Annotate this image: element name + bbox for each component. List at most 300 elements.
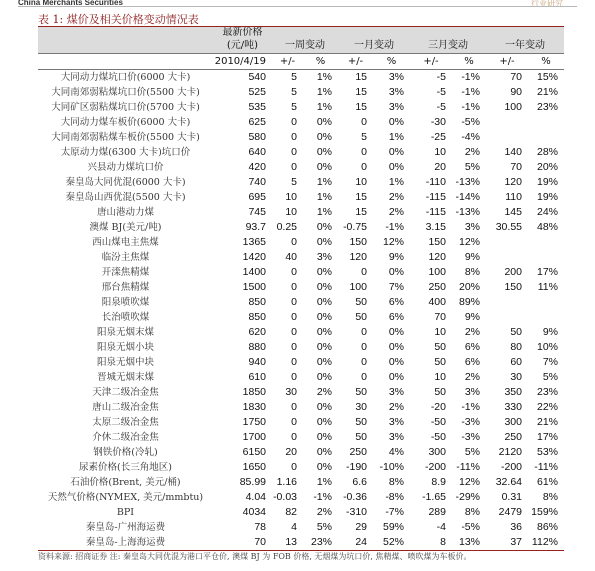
row-value: 620: [248, 326, 266, 338]
table-row: [38, 250, 564, 265]
row-value: 1%: [388, 131, 404, 143]
header-pm-1w: +/-: [272, 54, 303, 70]
row-value: 0%: [316, 446, 332, 458]
row-value: 23%: [536, 101, 558, 113]
row-value: 4%: [388, 446, 404, 458]
coal-price-table: [38, 27, 564, 551]
header-date: 2010/4/19: [213, 54, 272, 70]
header-row-1: [38, 27, 564, 39]
row-value: 150: [428, 236, 446, 248]
row-value: 6150: [242, 446, 266, 458]
row-value: 140: [504, 146, 522, 158]
row-value: 850: [248, 311, 266, 323]
table-row: [38, 385, 564, 400]
row-value: 110: [505, 191, 522, 203]
row-value: 0%: [388, 341, 404, 353]
table-row: [38, 535, 564, 551]
row-value: 12%: [382, 236, 404, 248]
row-value: 0%: [316, 296, 332, 308]
row-value: -13%: [455, 206, 480, 218]
row-value: 0%: [388, 371, 404, 383]
row-value: 13: [272, 535, 303, 551]
row-label: 尿素价格(长三角地区): [79, 462, 172, 473]
row-value: 695: [248, 191, 266, 203]
row-value: 17%: [536, 266, 558, 278]
row-value: 0: [291, 311, 297, 323]
row-value: 1420: [242, 251, 266, 263]
row-value: -50: [430, 431, 446, 443]
row-value: 0: [291, 236, 297, 248]
table-row: [38, 340, 564, 355]
row-value: 19%: [536, 191, 558, 203]
row-value: 0: [291, 266, 297, 278]
row-value: 0: [361, 116, 367, 128]
row-value: -5%: [461, 116, 480, 128]
header-1w: 一周变动: [272, 39, 338, 54]
row-label: 秦皇岛-广州海运费: [85, 522, 166, 533]
row-value: 7%: [542, 356, 558, 368]
row-value: [528, 295, 564, 310]
row-label: 秦皇岛大同优混(6000 大卡): [65, 177, 186, 188]
row-value: [528, 310, 564, 325]
row-value: 30: [355, 401, 367, 413]
row-value: 330: [504, 401, 522, 413]
row-value: 50: [355, 416, 367, 428]
row-value: 5: [291, 86, 297, 98]
row-value: 2120: [498, 446, 522, 458]
row-value: 0: [291, 161, 297, 173]
row-value: 0: [291, 431, 297, 443]
table-row: [38, 295, 564, 310]
row-value: 6%: [464, 341, 480, 353]
row-value: 0%: [316, 341, 332, 353]
row-value: 15: [355, 86, 367, 98]
row-value: 0%: [316, 221, 332, 233]
row-value: -200: [424, 461, 446, 473]
row-value: -115: [425, 206, 446, 218]
table-row: [38, 220, 564, 235]
row-value: 6%: [464, 356, 480, 368]
row-label: 太原二级冶金焦: [92, 417, 159, 428]
row-value: 580: [248, 131, 266, 143]
row-value: 11%: [537, 281, 558, 293]
row-value: 6%: [388, 296, 404, 308]
table-row: [38, 445, 564, 460]
row-value: 70: [434, 311, 446, 323]
row-value: 30: [285, 386, 297, 398]
row-value: 0%: [388, 266, 404, 278]
row-label: 阳泉无烟小块: [96, 342, 154, 353]
row-value: 250: [349, 446, 367, 458]
header-pct-1w: %: [303, 54, 338, 70]
row-value: -1.65: [422, 491, 446, 503]
row-value: 59%: [382, 521, 404, 533]
row-value: 90: [510, 86, 522, 98]
row-value: 0%: [388, 146, 404, 158]
row-value: 9%: [388, 251, 404, 263]
row-value: 350: [504, 386, 522, 398]
row-value: 0%: [316, 266, 332, 278]
row-value: 5%: [464, 446, 480, 458]
row-value: 70: [510, 161, 522, 173]
row-value: 0: [291, 281, 297, 293]
row-value: 21%: [536, 416, 558, 428]
row-value: 940: [248, 356, 266, 368]
table-row: [38, 505, 564, 520]
row-value: 0: [291, 416, 297, 428]
row-value: 0: [291, 326, 297, 338]
row-value: 5: [361, 131, 367, 143]
row-value: 3%: [388, 431, 404, 443]
row-label: 大同南郊弱粘煤坑口价(5500 大卡): [51, 87, 200, 98]
row-value: -11%: [534, 461, 558, 473]
row-value: 80: [510, 341, 522, 353]
row-value: 535: [248, 101, 266, 113]
row-value: 200: [504, 266, 522, 278]
row-value: 1%: [316, 101, 332, 113]
row-value: 10: [434, 371, 446, 383]
row-value: 100: [428, 266, 446, 278]
row-label: 大同矿区弱粘煤坑口价(5700 大卡): [51, 102, 200, 113]
header-row-3: [38, 54, 564, 70]
row-value: 5: [291, 71, 297, 83]
row-value: 1%: [316, 191, 332, 203]
row-value: 10: [434, 146, 446, 158]
header-pm-3m: +/-: [410, 54, 452, 70]
row-value: 5%: [316, 521, 332, 533]
table-body: [38, 70, 564, 551]
row-value: -4: [436, 521, 446, 533]
row-label: 钢铁价格(冷轧): [93, 447, 158, 458]
row-value: 12%: [458, 236, 480, 248]
table-row: [38, 265, 564, 280]
row-value: 0%: [316, 236, 332, 248]
table-row: [38, 145, 564, 160]
row-value: 0.25: [276, 221, 297, 233]
row-value: 150: [349, 236, 367, 248]
row-value: -11%: [456, 461, 480, 473]
row-value: 30: [510, 371, 522, 383]
row-label: 阳泉喷吹煤: [101, 297, 150, 308]
row-value: 20: [434, 161, 446, 173]
header-name-cell: [38, 27, 213, 39]
table-row: [38, 130, 564, 145]
header-1m: 一月变动: [338, 39, 410, 54]
table-row: [38, 430, 564, 445]
row-value: 50: [355, 311, 367, 323]
row-value: -5: [436, 101, 446, 113]
row-value: 50: [510, 326, 522, 338]
row-value: 29: [355, 521, 367, 533]
row-value: [486, 130, 528, 145]
row-value: 48%: [536, 221, 558, 233]
row-value: 9%: [542, 326, 558, 338]
row-value: 8%: [464, 266, 480, 278]
row-value: 20: [285, 446, 297, 458]
row-label: 唐山二级冶金焦: [92, 402, 159, 413]
row-value: 8%: [464, 506, 480, 518]
row-value: 0%: [316, 326, 332, 338]
row-value: 3%: [464, 221, 480, 233]
row-value: 50: [434, 341, 446, 353]
row-value: 120: [504, 176, 522, 188]
row-label: 太原动力煤(6300 大卡)坑口价: [60, 147, 191, 158]
row-value: 0: [291, 341, 297, 353]
row-value: 4: [291, 521, 297, 533]
row-value: 745: [248, 206, 266, 218]
row-value: 740: [248, 176, 266, 188]
row-value: -115: [425, 191, 446, 203]
row-value: 0: [291, 461, 297, 473]
row-value: 120: [428, 251, 446, 263]
row-value: 3%: [388, 71, 404, 83]
brand-name: China Merchants Securities: [18, 0, 123, 7]
row-value: 15: [355, 206, 367, 218]
table-row: [38, 205, 564, 220]
row-value: 15%: [536, 71, 558, 83]
table-row: [38, 100, 564, 115]
table-row: [38, 235, 564, 250]
row-value: 1%: [316, 71, 332, 83]
row-value: 8.9: [431, 476, 446, 488]
row-value: 1650: [242, 461, 266, 473]
row-value: 50: [434, 386, 446, 398]
row-label: BPI: [116, 507, 135, 518]
row-value: 24%: [536, 206, 558, 218]
row-value: 0: [361, 356, 367, 368]
row-value: -200: [500, 461, 522, 473]
row-value: [486, 250, 528, 265]
row-value: 2%: [316, 506, 332, 518]
row-value: 0%: [316, 416, 332, 428]
row-value: 1400: [242, 266, 266, 278]
row-value: 300: [504, 416, 522, 428]
header-pct-3m: %: [452, 54, 486, 70]
row-value: 0%: [316, 401, 332, 413]
row-value: 9%: [464, 251, 480, 263]
table-row: [38, 160, 564, 175]
row-value: 8%: [542, 491, 558, 503]
row-value: -1%: [313, 491, 332, 503]
row-value: 24: [338, 535, 373, 551]
row-value: 20%: [536, 161, 558, 173]
row-value: 2479: [498, 506, 522, 518]
row-value: 5: [291, 176, 297, 188]
row-value: 1%: [316, 86, 332, 98]
row-value: -1%: [461, 71, 480, 83]
row-value: 37: [486, 535, 528, 551]
row-value: 70: [213, 535, 272, 551]
row-value: 85.99: [239, 476, 266, 488]
table-row: [38, 280, 564, 295]
row-value: 2%: [388, 401, 404, 413]
row-label: 阳泉无烟末煤: [96, 327, 154, 338]
row-value: 0: [361, 371, 367, 383]
table-row: [38, 115, 564, 130]
row-value: 625: [248, 116, 266, 128]
row-value: 100: [349, 281, 367, 293]
row-value: 7%: [388, 281, 404, 293]
row-value: 15: [355, 191, 367, 203]
row-value: 2%: [388, 206, 404, 218]
row-value: 0: [361, 146, 367, 158]
row-value: 1750: [242, 416, 266, 428]
row-value: 0: [291, 371, 297, 383]
header-row-2: [38, 39, 564, 54]
row-value: 850: [248, 296, 266, 308]
row-value: -0.75: [343, 221, 367, 233]
row-value: -310: [345, 506, 367, 518]
row-value: 145: [504, 206, 522, 218]
row-value: 50: [355, 431, 367, 443]
row-value: [486, 115, 528, 130]
row-value: 0%: [388, 116, 404, 128]
row-value: [486, 310, 528, 325]
table-row: [38, 310, 564, 325]
row-value: 8%: [388, 476, 404, 488]
row-value: 15: [355, 101, 367, 113]
row-value: 36: [510, 521, 522, 533]
row-value: 0%: [316, 311, 332, 323]
row-value: 2%: [388, 191, 404, 203]
header-divider: [18, 6, 577, 7]
row-value: 23%: [536, 386, 558, 398]
row-value: 53%: [536, 446, 558, 458]
row-value: 60: [510, 356, 522, 368]
row-value: 159%: [531, 506, 558, 518]
row-value: 300: [428, 446, 446, 458]
row-value: -30: [430, 116, 446, 128]
row-label: 长治喷吹煤: [101, 312, 150, 323]
row-value: 6.6: [352, 476, 367, 488]
row-value: 0: [291, 131, 297, 143]
row-value: 10: [355, 176, 367, 188]
row-value: [528, 235, 564, 250]
row-value: 15: [355, 71, 367, 83]
row-value: 120: [349, 251, 367, 263]
header-latest-line1: 最新价格: [213, 27, 272, 39]
row-value: 112%: [528, 535, 564, 551]
row-value: 3%: [316, 251, 332, 263]
table-row: [38, 355, 564, 370]
row-value: -0.03: [273, 491, 297, 503]
row-value: 50: [355, 296, 367, 308]
header-pct-1y: %: [528, 54, 564, 70]
row-value: [486, 295, 528, 310]
row-value: -14%: [455, 191, 480, 203]
row-value: 420: [248, 161, 266, 173]
row-value: 0: [291, 356, 297, 368]
row-value: -0.36: [343, 491, 367, 503]
row-value: -7%: [385, 506, 404, 518]
row-value: 400: [428, 296, 446, 308]
row-value: [528, 130, 564, 145]
row-value: 0: [291, 146, 297, 158]
row-value: 5%: [542, 371, 558, 383]
row-value: 1850: [242, 386, 266, 398]
row-value: 13%: [452, 535, 486, 551]
row-value: 0%: [316, 356, 332, 368]
row-value: 6%: [388, 311, 404, 323]
row-value: 8: [410, 535, 452, 551]
row-value: 1500: [242, 281, 266, 293]
row-value: 0%: [316, 161, 332, 173]
row-value: -13%: [455, 176, 480, 188]
row-label: 澳煤 BJ(美元/吨): [89, 222, 162, 233]
row-value: -5: [436, 71, 446, 83]
table-row: [38, 70, 564, 86]
row-label: 天然气价格(NYMEX, 美元/mmbtu): [47, 492, 204, 503]
row-value: 50: [434, 356, 446, 368]
table-row: [38, 460, 564, 475]
row-label: 临汾主焦煤: [101, 252, 150, 263]
row-value: 70: [510, 71, 522, 83]
row-value: 3%: [388, 101, 404, 113]
row-label: 介休二级冶金焦: [92, 432, 159, 443]
row-value: -10%: [379, 461, 404, 473]
row-value: 2%: [464, 371, 480, 383]
row-value: 28%: [536, 146, 558, 158]
row-label: 天津二级冶金焦: [92, 387, 159, 398]
row-value: 30.55: [495, 221, 522, 233]
row-value: -1%: [461, 401, 480, 413]
row-value: 0: [361, 266, 367, 278]
row-value: 78: [254, 521, 266, 533]
row-value: 0%: [316, 431, 332, 443]
row-value: 32.64: [495, 476, 522, 488]
row-value: 5: [291, 101, 297, 113]
row-value: 2%: [316, 386, 332, 398]
page-header: [0, 0, 595, 8]
row-value: -20: [430, 401, 446, 413]
row-value: 82: [285, 506, 297, 518]
row-value: 1%: [316, 476, 332, 488]
table-row: [38, 85, 564, 100]
row-value: -4%: [461, 131, 480, 143]
table-row: [38, 415, 564, 430]
source-note: 资料来源: 招商证券 注: 秦皇岛大同优混为港口平仓价, 澳煤 BJ 为 FOB 价格, 无烟煤为坑口价, 焦精煤、喷吹煤为车板价。: [38, 552, 472, 561]
row-value: -1%: [461, 86, 480, 98]
row-label: 邢台焦精煤: [101, 282, 150, 293]
row-value: 3%: [464, 386, 480, 398]
row-value: 610: [248, 371, 266, 383]
row-value: 9%: [464, 311, 480, 323]
row-value: 1830: [242, 401, 266, 413]
row-value: 289: [428, 506, 446, 518]
row-value: 3%: [388, 386, 404, 398]
row-value: 100: [504, 101, 522, 113]
row-label: 唐山港动力煤: [96, 207, 154, 218]
row-value: -25: [430, 131, 446, 143]
row-value: 61%: [536, 476, 558, 488]
row-value: 89%: [458, 296, 480, 308]
row-label: 大同动力煤车板价(6000 大卡): [60, 117, 191, 128]
table-row: [38, 190, 564, 205]
row-value: -3%: [461, 416, 480, 428]
row-value: 10: [285, 191, 297, 203]
row-value: 0: [291, 296, 297, 308]
row-value: 10: [285, 206, 297, 218]
row-value: 0%: [316, 461, 332, 473]
row-value: 5%: [464, 161, 480, 173]
section-label: 行业研究: [531, 0, 563, 8]
row-value: 250: [504, 431, 522, 443]
header-1y: 一年变动: [486, 39, 564, 54]
row-value: 86%: [536, 521, 558, 533]
header-3m: 三月变动: [410, 39, 486, 54]
row-value: 0.31: [501, 491, 522, 503]
row-label: 秦皇岛-上海海运费: [38, 535, 213, 551]
